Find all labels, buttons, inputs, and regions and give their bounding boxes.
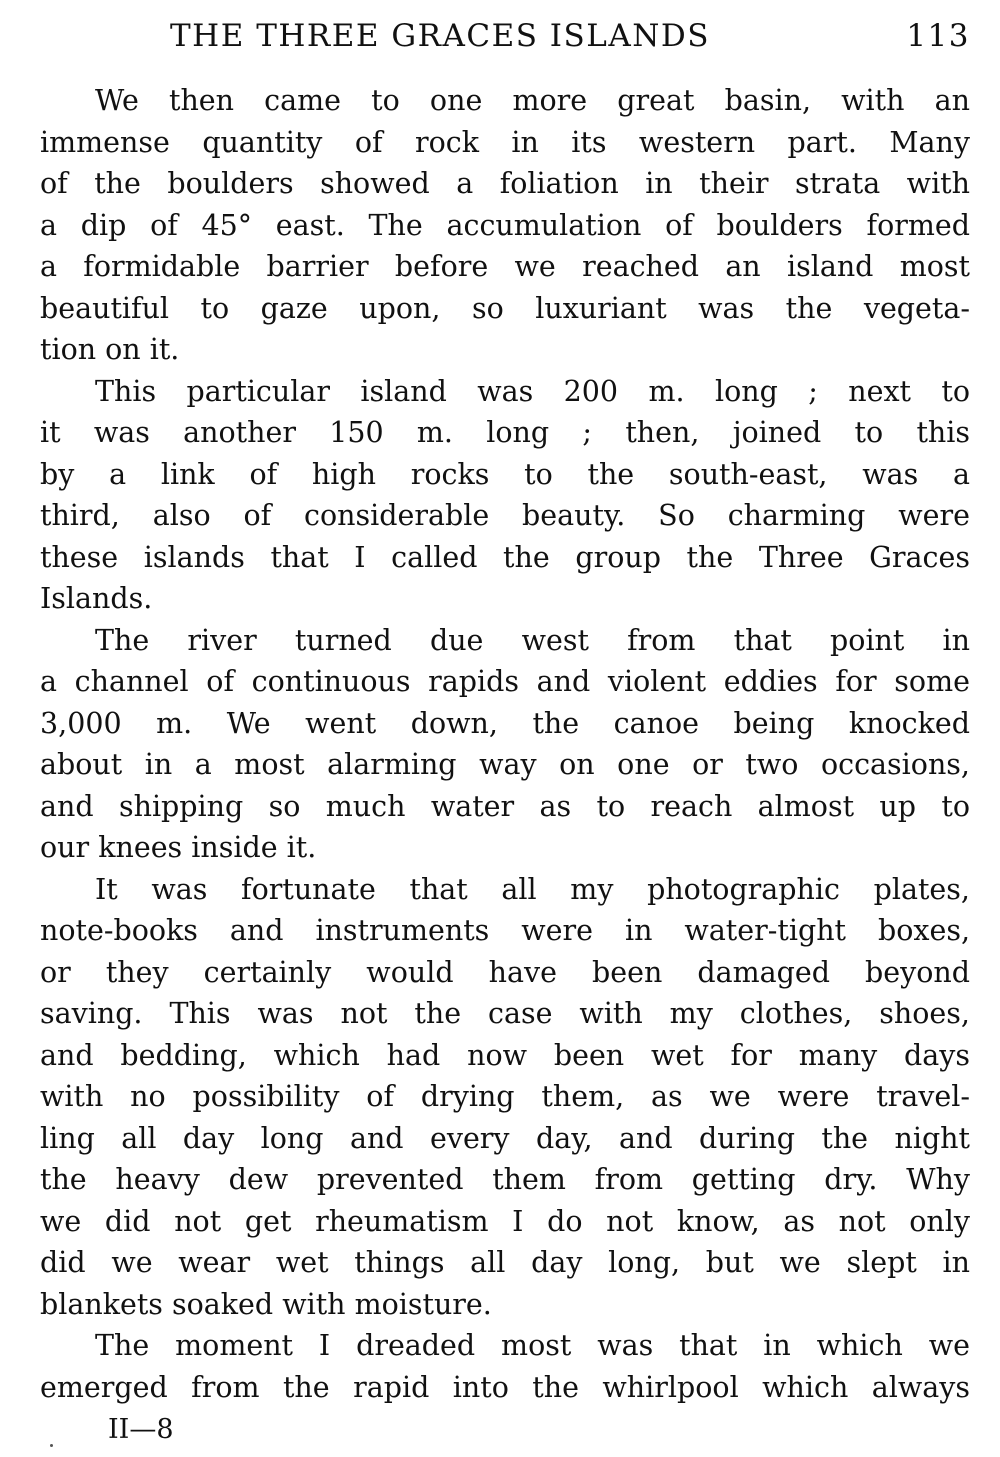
- text-line: about in a most alarming way on one or two occasions,: [40, 748, 970, 781]
- text-line: We then came to one more great basin, with an: [95, 84, 970, 117]
- text-line: The river turned due west from that point in: [95, 623, 970, 657]
- body-text: [40, 80, 970, 1408]
- text-line: 3,000 m. We went down, the canoe being knocked: [40, 706, 970, 740]
- text-line: ling all day long and every day, and during the night: [40, 1121, 970, 1155]
- text-line: emerged from the rapid into the whirlpool which always: [40, 1370, 970, 1404]
- text-line: This particular island was 200 m. long ; next to: [95, 374, 970, 408]
- text-line: a channel of continuous rapids and violent eddies for some: [40, 665, 970, 698]
- text-line: and shipping so much water as to reach almost up to: [40, 789, 970, 823]
- text-line: note-books and instruments were in water-tight boxes,: [40, 914, 970, 947]
- text-line: It was fortunate that all my photographic plates,: [95, 872, 970, 906]
- text-line: these islands that I called the group the Three Graces: [40, 540, 970, 574]
- text-line: or they certainly would have been damaged beyond: [40, 955, 970, 989]
- text-line: we did not get rheumatism I do not know, as not only: [40, 1204, 970, 1238]
- text-line: our knees inside it.: [40, 831, 317, 864]
- text-line: saving. This was not the case with my clothes, shoes,: [40, 997, 970, 1030]
- text-line: The moment I dreaded most was that in which we: [95, 1329, 970, 1362]
- text-line: blankets soaked with moisture.: [40, 1287, 492, 1321]
- page-number: 113: [906, 18, 970, 54]
- text-line: of the boulders showed a foliation in their strata with: [40, 167, 970, 200]
- text-line: by a link of high rocks to the south-east, was a: [40, 457, 970, 491]
- signature-mark: II—8: [108, 1414, 174, 1445]
- text-line: immense quantity of rock in its western part. Many: [40, 125, 970, 159]
- text-line: a formidable barrier before we reached an island most: [40, 250, 970, 283]
- text-line: it was another 150 m. long ; then, joined to this: [40, 416, 970, 449]
- text-line: and bedding, which had now been wet for many days: [40, 1038, 970, 1072]
- running-head: [40, 14, 970, 62]
- text-line: tion on it.: [40, 333, 180, 366]
- text-line: did we wear wet things all day long, but we slept in: [40, 1246, 970, 1279]
- text-line: a dip of 45° east. The accumulation of boulders formed: [40, 208, 970, 242]
- text-line: third, also of considerable beauty. So charming were: [40, 499, 970, 532]
- text-line: Islands.: [40, 582, 153, 615]
- running-title: THE THREE GRACES ISLANDS: [170, 18, 710, 54]
- text-line: beautiful to gaze upon, so luxuriant was the vegeta-: [40, 291, 970, 325]
- text-line: the heavy dew prevented them from getting dry. Why: [40, 1163, 970, 1196]
- paper-speck: [50, 1444, 53, 1447]
- text-line: with no possibility of drying them, as we were travel-: [40, 1080, 970, 1113]
